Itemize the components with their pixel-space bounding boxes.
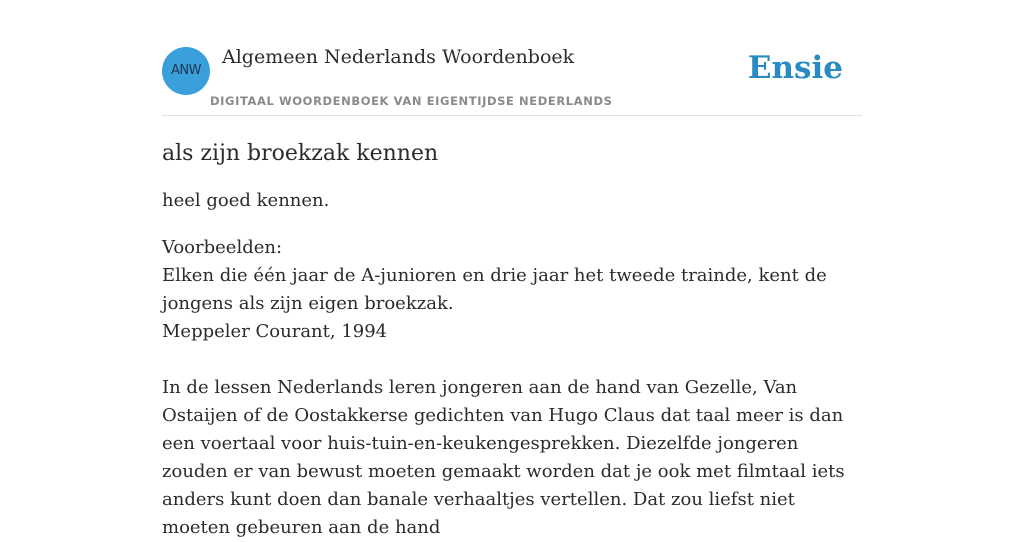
examples-section — [162, 234, 862, 542]
site-subtitle: DIGITAAL WOORDENBOEK VAN EIGENTIJDSE NEDERLANDS — [210, 94, 613, 108]
entry-definition: heel goed kennen. — [162, 190, 330, 211]
site-title[interactable]: Algemeen Nederlands Woordenboek — [222, 46, 575, 68]
anw-logo[interactable]: ANW — [162, 47, 210, 95]
entry-content — [162, 138, 862, 542]
example-item — [162, 262, 862, 346]
site-header — [162, 40, 862, 116]
example-spacer — [162, 346, 862, 374]
example-text: In de lessen Nederlands leren jongeren aan de hand van Gezelle, Van Ostaijen of de Oostakkerse gedichten van Hugo Claus dat taal meer is dan een voertaal voor huis-tuin-en-keukengesprekken. Diezelfde jongeren zouden er van bewust moeten gemaakt worden dat je ook met filmtaal iets anders kunt doen dan banale verhaaltjes vertellen. Dat zou liefst niet moeten gebeuren aan de hand — [162, 377, 845, 538]
entry-term: als zijn broekzak kennen — [162, 141, 439, 166]
examples-label: Voorbeelden: — [162, 237, 283, 258]
example-text: Elken die één jaar de A-junioren en drie jaar het tweede trainde, kent de jongens als zijn eigen broekzak. — [162, 265, 827, 314]
ensie-logo[interactable]: Ensie — [747, 50, 843, 86]
example-item — [162, 374, 862, 542]
example-source: Meppeler Courant, 1994 — [162, 321, 388, 342]
